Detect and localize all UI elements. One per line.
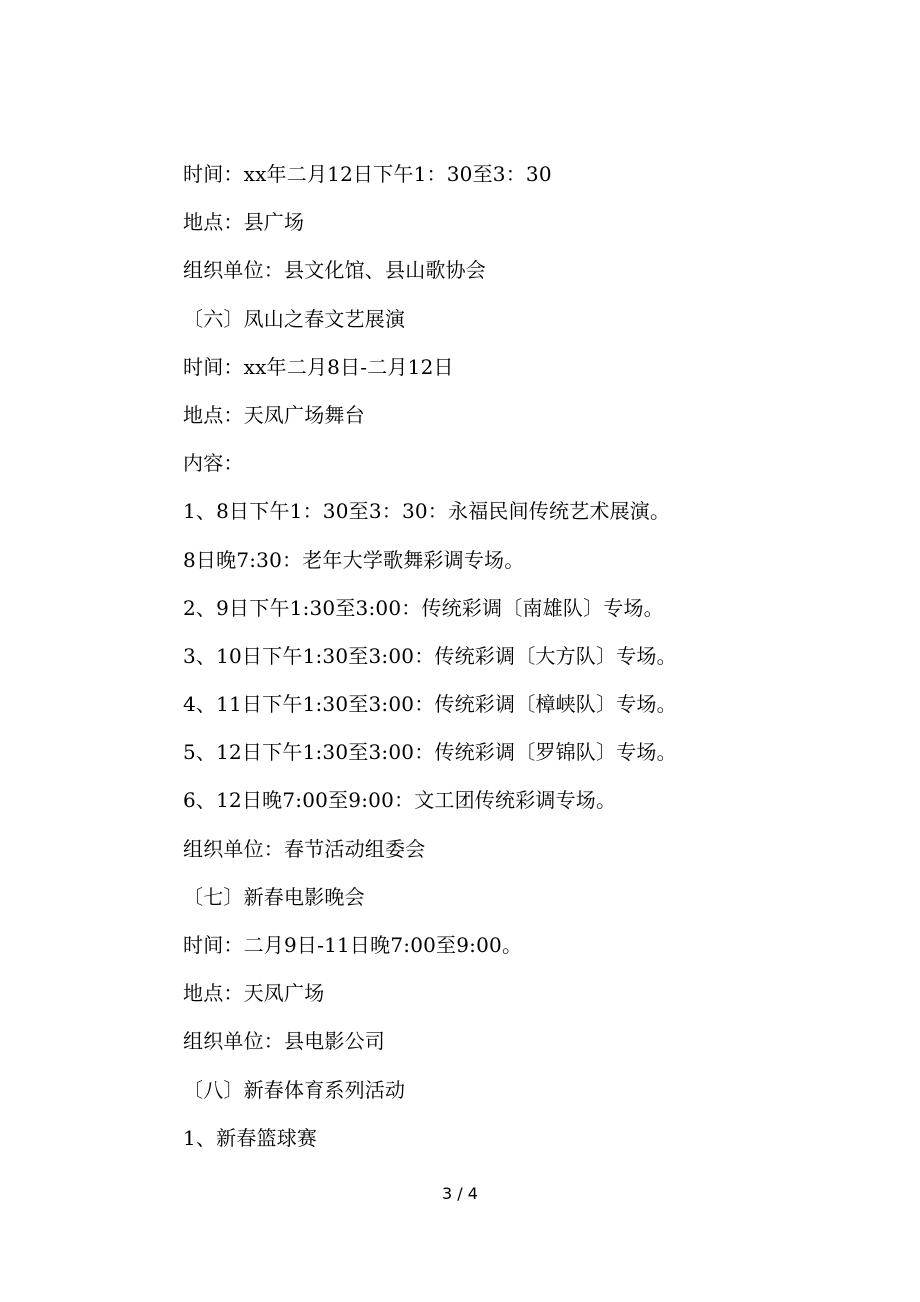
schedule-time-line: 时间：xx年二月12日下午1：30至3：30: [183, 162, 552, 186]
schedule-time-line: 时间：xx年二月8日-二月12日: [183, 354, 454, 379]
program-item: 8日晚7:30：老年大学歌舞彩调专场。: [183, 547, 525, 572]
program-item: 1、新春篮球赛: [183, 1125, 318, 1150]
program-item: 2、9日下午1:30至3:00：传统彩调〔南雄队〕专场。: [183, 595, 664, 620]
organizer-line: 组织单位：县电影公司: [183, 1029, 385, 1054]
program-item: 6、12日晚7:00至9:00：文工团传统彩调专场。: [183, 788, 617, 813]
program-item: 1、8日下午1：30至3：30：永福民间传统艺术展演。: [183, 499, 671, 524]
section-heading-eight: 〔八〕新春体育系列活动: [183, 1077, 406, 1102]
organizer-line: 组织单位：春节活动组委会: [183, 836, 426, 861]
document-body: [183, 156, 863, 1168]
program-item: 3、10日下午1:30至3:00：传统彩调〔大方队〕专场。: [183, 643, 677, 668]
schedule-location-line: 地点：天凤广场舞台: [183, 402, 365, 427]
section-heading-seven: 〔七〕新春电影晚会: [183, 884, 365, 909]
schedule-location-line: 地点：天凤广场: [183, 981, 325, 1006]
content-label: 内容：: [183, 451, 244, 476]
program-item: 4、11日下午1:30至3:00：传统彩调〔樟峡队〕专场。: [183, 692, 677, 717]
page-number: 3 / 4: [442, 1184, 478, 1203]
schedule-location-line: 地点：县广场: [183, 210, 305, 235]
section-heading-six: 〔六〕凤山之春文艺展演: [183, 306, 406, 331]
program-item: 5、12日下午1:30至3:00：传统彩调〔罗锦队〕专场。: [183, 740, 677, 765]
schedule-time-line: 时间：二月9日-11日晚7:00至9:00。: [183, 933, 523, 957]
organizer-line: 组织单位：县文化馆、县山歌协会: [183, 258, 486, 283]
